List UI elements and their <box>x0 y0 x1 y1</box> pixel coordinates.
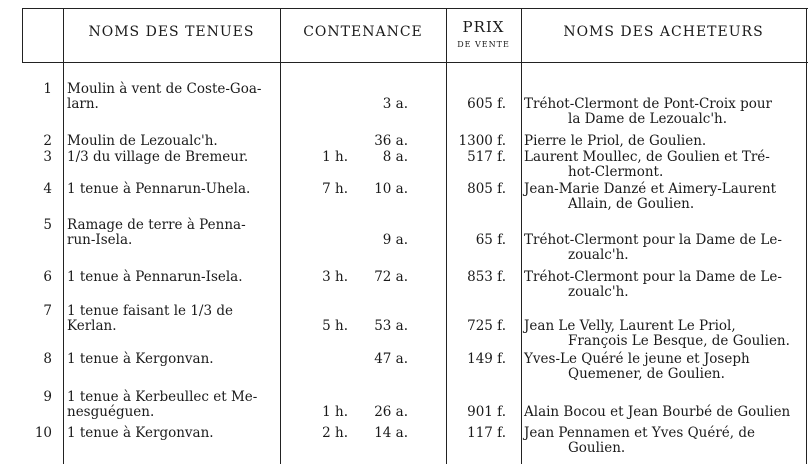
header-bottom-rule <box>22 62 808 63</box>
prix-de-vente: 725 f. <box>467 318 506 334</box>
contenance-ares: 14 a. <box>374 425 408 441</box>
acheteur-name-line: Allain, de Goulien. <box>568 196 695 212</box>
tenue-name-line: Moulin à vent de Coste-Goa- <box>67 81 262 97</box>
contenance-ares: 53 a. <box>374 318 408 334</box>
contenance-ares: 72 a. <box>374 269 408 285</box>
tenue-name-line: run-Isela. <box>67 232 133 248</box>
contenance-ares: 36 a. <box>374 133 408 149</box>
tenue-name-line: Ramage de terre à Penna- <box>67 217 246 233</box>
row-number: 4 <box>43 181 52 197</box>
tenue-name-line: 1 tenue à Kergonvan. <box>67 351 214 367</box>
prix-de-vente: 853 f. <box>467 269 506 285</box>
contenance-ares: 47 a. <box>374 351 408 367</box>
acheteur-name-line: Jean Pennamen et Yves Quéré, de <box>524 425 755 441</box>
acheteur-name-line: François Le Besque, de Goulien. <box>568 333 790 349</box>
acheteur-name-line: Alain Bocou et Jean Bourbé de Goulien <box>524 404 791 420</box>
acheteur-name-line: Pierre le Priol, de Goulien. <box>524 133 707 149</box>
header-prix: PRIX <box>462 18 505 36</box>
acheteur-name-line: Jean Le Velly, Laurent Le Priol, <box>524 318 736 334</box>
acheteur-name-line: Tréhot-Clermont de Pont-Croix pour <box>524 96 773 112</box>
contenance-hectares: 7 h. <box>322 181 348 197</box>
prix-de-vente: 65 f. <box>475 232 506 248</box>
acheteur-name-line: Yves-Le Quéré le jeune et Joseph <box>524 351 750 367</box>
col-divider-4 <box>446 8 447 464</box>
row-number: 2 <box>43 133 52 149</box>
acheteur-name-line: Goulien. <box>568 440 626 456</box>
tenue-name-line: 1/3 du village de Bremeur. <box>67 149 249 165</box>
tenue-name-line: larn. <box>67 96 99 112</box>
prix-de-vente: 1300 f. <box>458 133 506 149</box>
header-prix-de-vente: DE VENTE <box>457 40 510 49</box>
col-divider-1 <box>22 8 23 62</box>
tenue-name-line: 1 tenue à Pennarun-Isela. <box>67 269 243 285</box>
contenance-hectares: 5 h. <box>322 318 348 334</box>
prix-de-vente: 149 f. <box>467 351 506 367</box>
tenue-name-line: Kerlan. <box>67 318 117 334</box>
col-divider-5 <box>521 8 522 464</box>
tenue-name-line: 1 tenue faisant le 1/3 de <box>67 303 233 319</box>
acheteur-name-line: Quemener, de Goulien. <box>568 366 725 382</box>
prix-de-vente: 117 f. <box>467 425 506 441</box>
header-noms-des-tenues: NOMS DES TENUES <box>88 24 255 40</box>
table-top-rule <box>22 8 808 9</box>
row-number: 3 <box>43 149 52 165</box>
acheteur-name-line: Jean-Marie Danzé et Aimery-Laurent <box>524 181 777 197</box>
row-number: 7 <box>43 303 52 319</box>
acheteur-name-line: zoualc'h. <box>568 247 629 263</box>
tenue-name-line: Moulin de Lezoualc'h. <box>67 133 218 149</box>
row-number: 5 <box>43 217 52 233</box>
contenance-hectares: 2 h. <box>322 425 348 441</box>
contenance-ares: 26 a. <box>374 404 408 420</box>
acheteur-name-line: la Dame de Lezoualc'h. <box>568 111 728 127</box>
contenance-ares: 8 a. <box>382 149 408 165</box>
prix-de-vente: 901 f. <box>467 404 506 420</box>
contenance-hectares: 3 h. <box>322 269 348 285</box>
contenance-hectares: 1 h. <box>322 149 348 165</box>
header-contenance: CONTENANCE <box>303 24 423 40</box>
row-number: 1 <box>43 81 52 97</box>
acheteur-name-line: Tréhot-Clermont pour la Dame de Le- <box>524 269 782 285</box>
acheteur-name-line: hot-Clermont. <box>568 164 664 180</box>
col-divider-2 <box>63 8 64 464</box>
tenue-name-line: 1 tenue à Kergonvan. <box>67 425 214 441</box>
row-number: 6 <box>43 269 52 285</box>
prix-de-vente: 605 f. <box>467 96 506 112</box>
prix-de-vente: 517 f. <box>467 149 506 165</box>
contenance-hectares: 1 h. <box>322 404 348 420</box>
tenue-name-line: 1 tenue à Kerbeullec et Me- <box>67 389 258 405</box>
prix-de-vente: 805 f. <box>467 181 506 197</box>
header-noms-des-acheteurs: NOMS DES ACHETEURS <box>563 24 764 40</box>
contenance-ares: 10 a. <box>374 181 408 197</box>
col-divider-3 <box>280 8 281 464</box>
row-number: 9 <box>43 389 52 405</box>
acheteur-name-line: Laurent Moullec, de Goulien et Tré- <box>524 149 770 165</box>
acheteur-name-line: Tréhot-Clermont pour la Dame de Le- <box>524 232 782 248</box>
row-number: 8 <box>43 351 52 367</box>
col-divider-6 <box>806 8 807 464</box>
row-number: 10 <box>34 425 52 441</box>
contenance-ares: 3 a. <box>382 96 408 112</box>
contenance-ares: 9 a. <box>382 232 408 248</box>
tenue-name-line: nesguéguen. <box>67 404 155 420</box>
acheteur-name-line: zoualc'h. <box>568 284 629 300</box>
tenue-name-line: 1 tenue à Pennarun-Uhela. <box>67 181 251 197</box>
